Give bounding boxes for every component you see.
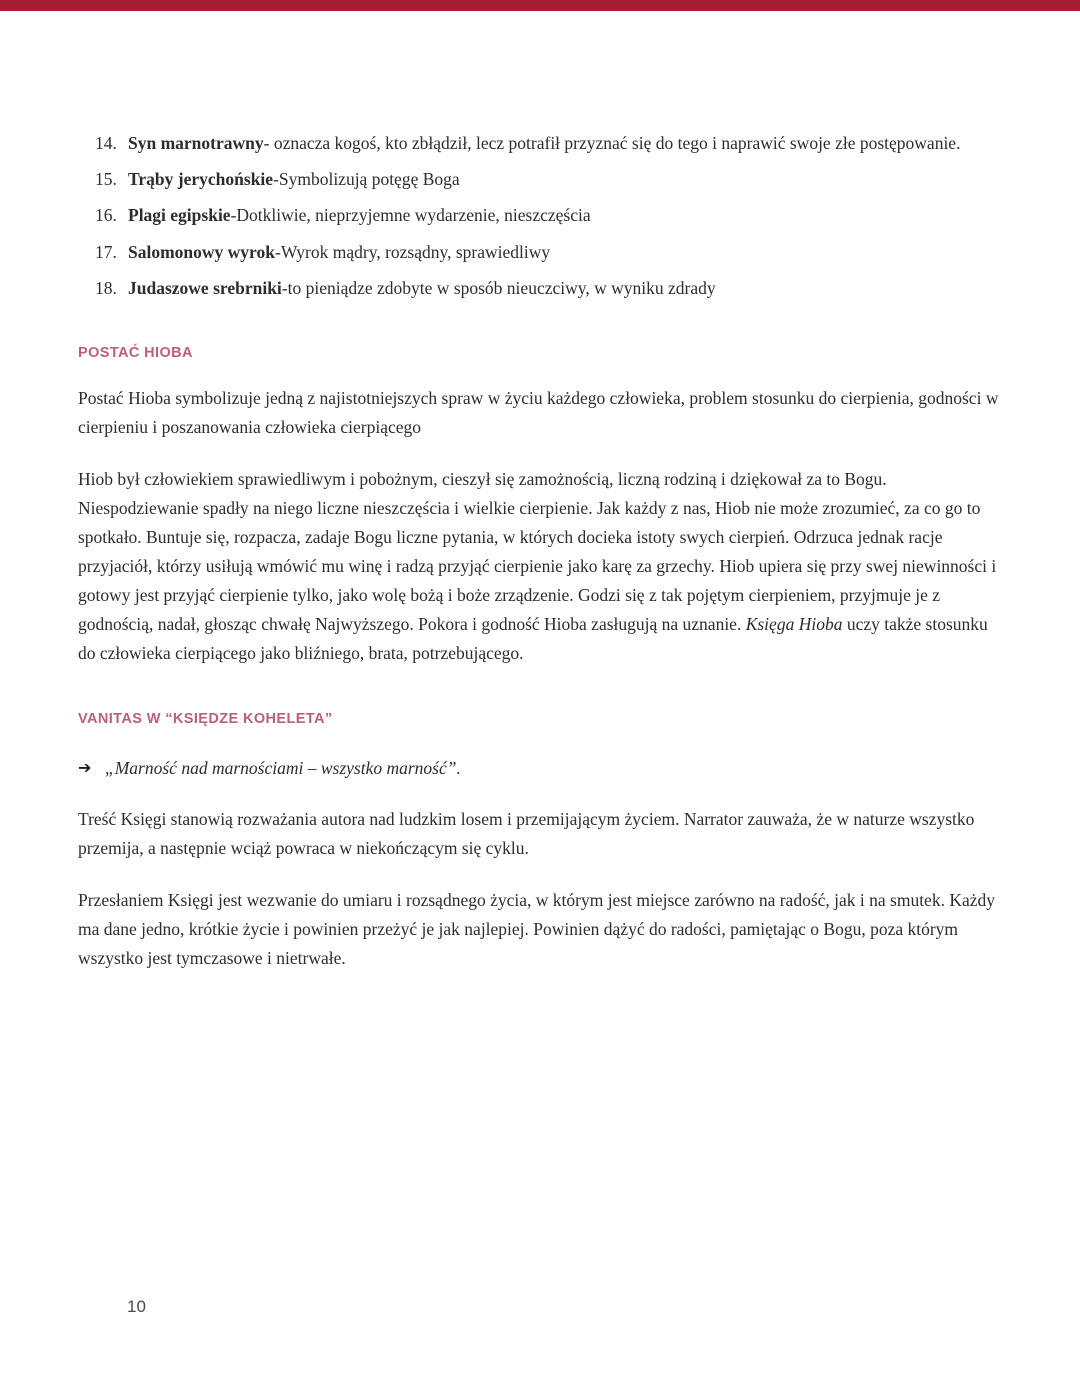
list-item-text <box>128 165 460 194</box>
list-item <box>95 129 1000 158</box>
vanitas-paragraph-1: Treść Księgi stanowią rozważania autora nad ludzkim losem i przemijającym życiem. Narrator zauważa, że w naturze wszystko przemija, a następnie wciąż powraca w niekończącym się cyklu. <box>78 808 975 858</box>
list-item-text <box>128 274 716 303</box>
list-item-number: 17. <box>95 241 117 262</box>
definition: -Dotkliwie, nieprzyjemne wydarzenie, nieszczęścia <box>230 205 591 226</box>
list-item-text <box>128 201 591 230</box>
list-item-number: 14. <box>95 133 117 153</box>
vanitas-quote: „Marność nad marnościami – wszystko marność”. <box>105 757 461 778</box>
definition: -Wyrok mądry, rozsądny, sprawiedliwy <box>275 241 551 262</box>
page-number: 10 <box>127 1297 146 1316</box>
term: Syn marnotrawny <box>128 133 264 153</box>
list-item <box>95 165 1000 194</box>
list-item <box>95 201 1000 230</box>
definition: -to pieniądze zdobyte w sposób nieuczciwy, w wyniku zdrady <box>281 277 716 298</box>
list-item <box>95 238 1000 267</box>
list-item-text <box>128 129 960 158</box>
definition: - oznacza kogoś, kto zbłądził, lecz potrafił przyznać się do tego i naprawić swoje złe postępowanie. <box>263 133 961 153</box>
term: Trąby jerychońskie <box>128 169 274 190</box>
vanitas-paragraph-2: Przesłaniem Księgi jest wezwanie do umiaru i rozsądnego życia, w którym jest miejsce zarówno na radość, jak i na smutek. Każdy ma dane jedno, krótkie życie i powinien przeżyć je jak najlepiej. Powinien dążyć do radości, pamiętając o Bogu, poza którym wszystko jest tymczasowe i nietrwałe. <box>78 889 995 968</box>
list-item-number: 16. <box>95 205 117 226</box>
biblical-phrases-list <box>95 129 1000 303</box>
top-accent-bar <box>0 0 1080 11</box>
section-heading-vanitas: VANITAS W “KSIĘDZE KOHELETA” <box>78 710 333 727</box>
book-title-ksiega-hioba: Księga Hioba <box>745 614 843 635</box>
arrow-bullet-icon: ➔ <box>78 757 92 777</box>
term: Plagi egipskie <box>128 205 231 226</box>
definition: -Symbolizują potęgę Boga <box>273 169 460 190</box>
term: Salomonowy wyrok <box>128 241 275 262</box>
document-page <box>0 129 1080 973</box>
hiob-paragraph-2 <box>78 465 1000 668</box>
hiob-paragraph-2-text-after: uczy także stosunku do człowieka cierpiącego jako bliźniego, brata, potrzebującego. <box>78 614 988 664</box>
term: Judaszowe srebrniki <box>128 277 282 298</box>
list-item <box>95 274 1000 303</box>
hiob-paragraph-1: Postać Hioba symbolizuje jedną z najistotniejszych spraw w życiu każdego człowieka, problem stosunku do cierpienia, godności w cierpieniu i poszanowania człowieka cierpiącego <box>78 388 999 438</box>
list-item-number: 18. <box>95 277 117 298</box>
list-item-number: 15. <box>95 169 117 190</box>
hiob-paragraph-2-text: Hiob był człowiekiem sprawiedliwym i pobożnym, cieszył się zamożnością, liczną rodziną i dziękował za to Bogu. Niespodziewanie spadły na niego liczne nieszczęścia i wielkie cierpienie. Jak każdy z nas, Hiob nie może zrozumieć, za co go to spotkało. Buntuje się, rozpacza, zadaje Bogu liczne pytania, w których docieka istoty swych cierpień. Odrzuca jednak racje przyjaciół, którzy usiłują wmówić mu winę i radzą przyjąć cierpienie jako karę za grzechy. Hiob upiera się przy swej niewinności i gotowy jest przyjąć cierpienie tylko, jako wolę bożą i boże zrządzenie. Godzi się z tak pojętym cierpieniem, przyjmuje je z godnością, nadał, głosząc chwałę Najwyższego. Pokora i godność Hioba zasługują na uznanie. <box>78 469 997 635</box>
quote-bullet-row <box>78 754 1000 782</box>
list-item-text <box>128 238 550 267</box>
section-heading-postac-hioba: POSTAĆ HIOBA <box>78 345 193 362</box>
